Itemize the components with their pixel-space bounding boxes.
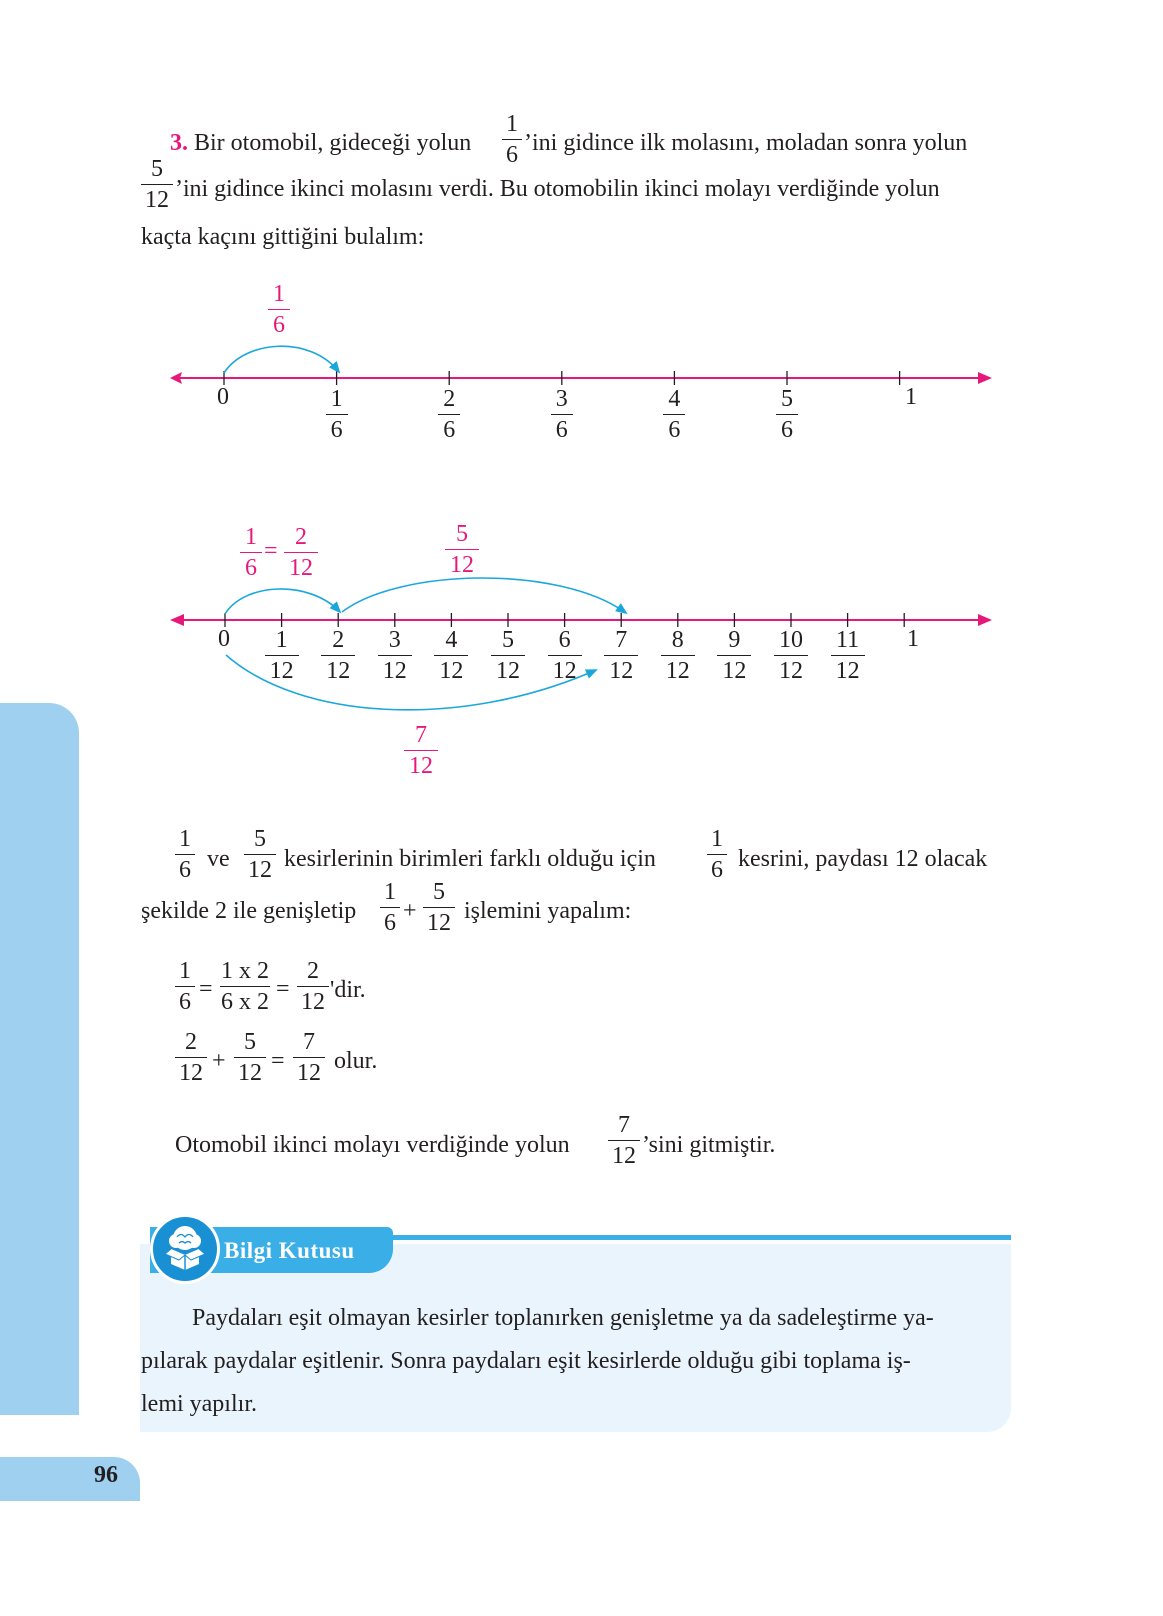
expl-fraction-5-12: 5 12 — [244, 827, 276, 882]
line2-tick-label: 5 12 — [491, 628, 525, 683]
expl-ve: ve — [207, 846, 230, 872]
line2-label-equals: = — [264, 538, 278, 564]
line2-tick-label: 6 12 — [548, 628, 582, 683]
line2-label-5-12: 5 12 — [445, 522, 479, 577]
fraction-5-12: 5 12 — [141, 157, 173, 212]
eq2-c: 7 12 — [293, 1030, 325, 1085]
line2-tick-label: 9 12 — [717, 628, 751, 683]
expl-line2-start: şekilde 2 ile genişletip — [141, 898, 357, 924]
expl-fraction-1-6-b: 1 6 — [707, 827, 727, 882]
line1-zero-label: 0 — [217, 384, 229, 410]
info-line-3: lemi yapılır. — [141, 1391, 257, 1417]
line1-one-label: 1 — [905, 384, 917, 410]
line2-tick-label: 1 12 — [265, 628, 299, 683]
fraction-1-6: 1 6 — [502, 112, 522, 167]
line1-tick-label: 5 6 — [776, 387, 798, 442]
eq1-rhs: 2 12 — [297, 959, 329, 1014]
line2-label-7-12: 7 12 — [404, 723, 438, 778]
line1-tick-label: 2 6 — [438, 387, 460, 442]
eq2-plus: + — [212, 1048, 226, 1074]
line2-label-1-6: 1 6 — [240, 525, 262, 580]
eq2-equals: = — [271, 1048, 285, 1074]
line1-arrow-label: 1 6 — [268, 282, 290, 337]
line2-tick-label: 2 12 — [321, 628, 355, 683]
number-line-2-left-arrowhead — [170, 614, 184, 626]
line2-tick-label: 7 12 — [604, 628, 638, 683]
conclusion-text-b: ’sini gitmiştir. — [642, 1132, 776, 1158]
problem-line3: kaçta kaçını gittiğini bulalım: — [141, 224, 425, 250]
eq1-equals-2: = — [276, 976, 290, 1002]
line2-label-2-12: 2 12 — [284, 525, 318, 580]
expl-line2-fraction-5-12: 5 12 — [423, 880, 455, 935]
eq1-equals: = — [199, 976, 213, 1002]
number-line-1-jump-arrow — [224, 346, 339, 373]
conclusion-fraction: 7 12 — [608, 1113, 640, 1168]
expl-end: kesrini, paydası 12 olacak — [738, 846, 988, 872]
line1-tick-label: 3 6 — [551, 387, 573, 442]
conclusion-text-a: Otomobil ikinci molayı verdiğinde yolun — [175, 1132, 570, 1158]
expl-mid: kesirlerinin birimleri farklı olduğu için — [284, 846, 656, 872]
expl-line2-fraction-1-6: 1 6 — [380, 880, 400, 935]
line2-tick-label: 8 12 — [661, 628, 695, 683]
eq2-suffix: olur. — [334, 1048, 378, 1074]
expl-fraction-1-6: 1 6 — [175, 827, 195, 882]
eq1-suffix: 'dir. — [330, 977, 366, 1003]
brain-box-icon — [150, 1214, 220, 1284]
line2-tick-label: 11 12 — [831, 628, 865, 683]
eq1-lhs: 1 6 — [175, 959, 195, 1014]
number-line-1-right-arrowhead — [978, 372, 992, 384]
info-line-1: Paydaları eşit olmayan kesirler toplanırken genişletme ya da sadeleştirme ya- — [192, 1305, 934, 1331]
line2-zero-label: 0 — [218, 626, 230, 652]
expl-line2-plus: + — [403, 898, 417, 924]
problem-line1-a: Bir otomobil, gideceği yolun — [194, 130, 472, 156]
number-line-2-arrow-5-12 — [342, 578, 626, 613]
expl-line2-end: işlemini yapalım: — [464, 898, 632, 924]
problem-line1-b: ’ini gidince ilk molasını, moladan sonra yolun — [524, 130, 968, 156]
eq1-mid: 1 x 2 6 x 2 — [221, 958, 269, 1015]
info-line-2: pılarak paydalar eşitlenir. Sonra paydaları eşit kesirlerde olduğu gibi toplama iş- — [141, 1348, 911, 1374]
line1-tick-label: 1 6 — [326, 387, 348, 442]
line1-tick-label: 4 6 — [663, 387, 685, 442]
page-number: 96 — [94, 1462, 118, 1488]
info-box-title: Bilgi Kutusu — [224, 1238, 355, 1263]
number-line-2-arrow-2-12 — [225, 589, 340, 614]
eq2-b: 5 12 — [234, 1030, 266, 1085]
problem-line2: ’ini gidince ikinci molasını verdi. Bu otomobilin ikinci molayı verdiğinde yolun — [175, 176, 940, 202]
line2-one-label: 1 — [907, 626, 919, 652]
line2-tick-label: 4 12 — [434, 628, 468, 683]
line2-tick-label: 10 12 — [774, 628, 808, 683]
number-line-2-right-arrowhead — [978, 614, 992, 626]
eq2-a: 2 12 — [175, 1030, 207, 1085]
line2-tick-label: 3 12 — [378, 628, 412, 683]
problem-number: 3. — [170, 130, 188, 156]
